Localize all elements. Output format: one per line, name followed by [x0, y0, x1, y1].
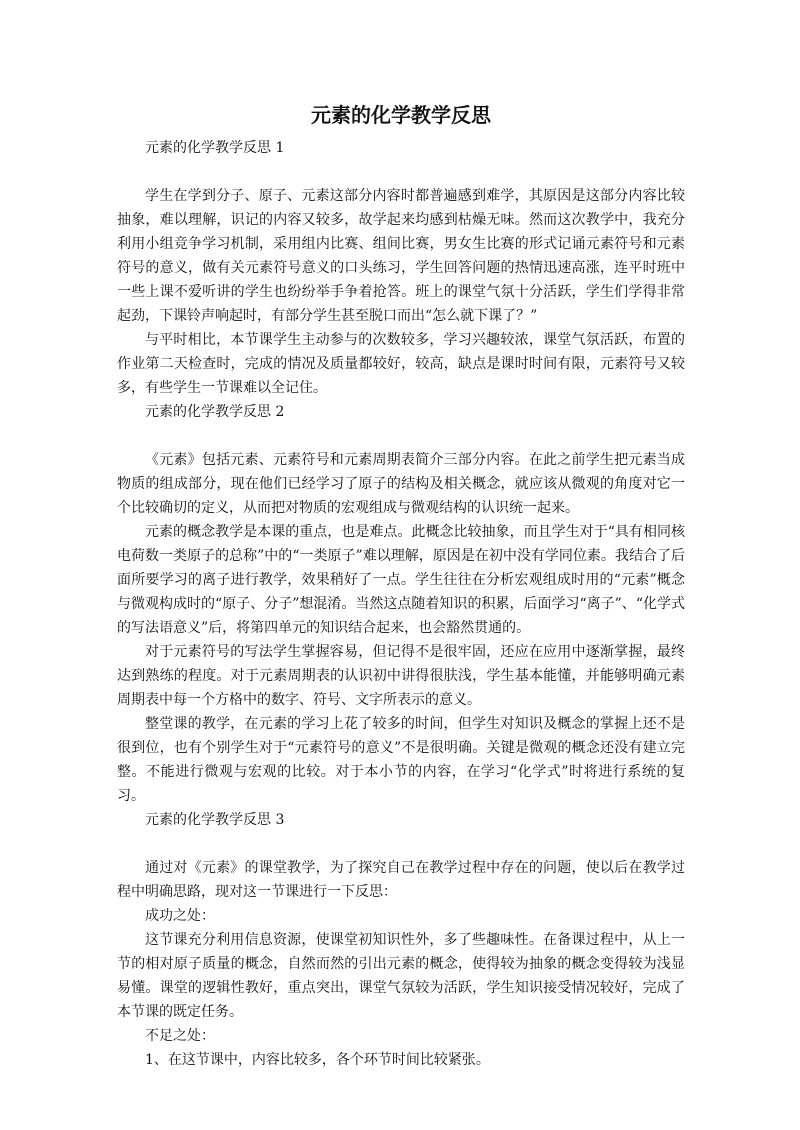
blank-line [117, 160, 685, 184]
paragraph: 整堂课的教学，在元素的学习上花了较多的时间，但学生对知识及概念的掌握上还不是很到位，也有个别学生对于“元素符号的意义”不是很明确。关键是微观的概念还没有建立完整。不能进行微观与宏观的比较。对于本小节的内容，在学习“化学式”时将进行系统的复习。 [117, 716, 685, 804]
paragraph: 学生在学到分子、原子、元素这部分内容时都普遍感到难学，其原因是这部分内容比较抽象，难以理解，识记的内容又较多，故学起来均感到枯燥无味。然而这次教学中，我充分利用小组竞争学习机制，采用组内比赛、组间比赛，男女生比赛的形式记诵元素符号和元素符号的意义，做有关元素符号意义的口头练习，学生回答问题的热情迅速高涨，连平时班中一些上课不爱听讲的学生也纷纷举手争着抢答。班上的课堂气氛十分活跃，学生们学得非常起劲，下课铃声响起时，有部分学生甚至脱口而出“怎么就下课了？” [117, 188, 685, 324]
paragraph: 这节课充分利用信息资源，使课堂初知识性外，多了些趣味性。在备课过程中，从上一节的相对原子质量的概念，自然而然的引出元素的概念，使得较为抽象的概念变得较为浅显易懂。课堂的逻辑性教好，重点突出，课堂气氛较为活跃，学生知识接受情况较好，完成了本节课的既定任务。 [117, 932, 685, 1020]
section-heading: 元素的化学教学反思 2 [145, 404, 285, 420]
subheading-shortcomings: 不足之处： [145, 1028, 215, 1044]
paragraph: 与平时相比，本节课学生主动参与的次数较多，学习兴趣较浓，课堂气氛活跃，布置的作业第二天检查时，完成的情况及质量都较好，较高，缺点是课时时间有限，元素符号又较多，有些学生一节课难以全记住。 [117, 332, 685, 396]
blank-line [117, 424, 685, 448]
section-1 [117, 136, 685, 400]
section-heading: 元素的化学教学反思 1 [145, 140, 285, 156]
subheading-success: 成功之处： [145, 908, 215, 924]
paragraph: 对于元素符号的写法学生掌握容易，但记得不是很牢固，还应在应用中逐渐掌握，最终达到熟练的程度。对于元素周期表的认识初中讲得很肤浅，学生基本能懂，并能够明确元素周期表中每一个方格中的数字、符号、文字所表示的意义。 [117, 644, 685, 708]
document-title: 元素的化学教学反思 [311, 103, 491, 127]
section-3 [117, 808, 685, 1072]
paragraph: 元素的概念教学是本课的重点，也是难点。此概念比较抽象，而且学生对于“具有相同核电荷数一类原子的总称”中的“一类原子”难以理解，原因是在初中没有学同位素。我结合了后面所要学习的离子进行教学，效果稍好了一点。学生往往在分析宏观组成时用的“元素”概念与微观构成时的“原子、分子”想混淆。当然这点随着知识的积累，后面学习“离子”、“化学式的写法语意义”后，将第四单元的知识结合起来，也会豁然贯通的。 [117, 524, 685, 636]
list-item: 1、在这节课中，内容比较多，各个环节时间比较紧张。 [145, 1052, 490, 1068]
paragraph: 通过对《元素》的课堂教学，为了探究自己在教学过程中存在的问题，使以后在教学过程中明确思路，现对这一节课进行一下反思： [117, 860, 685, 900]
section-2 [117, 400, 685, 808]
paragraph: 《元素》包括元素、元素符号和元素周期表简介三部分内容。在此之前学生把元素当成物质的组成部分，现在他们已经学习了原子的结构及相关概念，就应该从微观的角度对它一个比较确切的定义，从而把对物质的宏观组成与微观结构的认识统一起来。 [117, 452, 685, 516]
blank-line [117, 832, 685, 856]
document-page [117, 100, 685, 1072]
section-heading: 元素的化学教学反思 3 [145, 812, 285, 828]
